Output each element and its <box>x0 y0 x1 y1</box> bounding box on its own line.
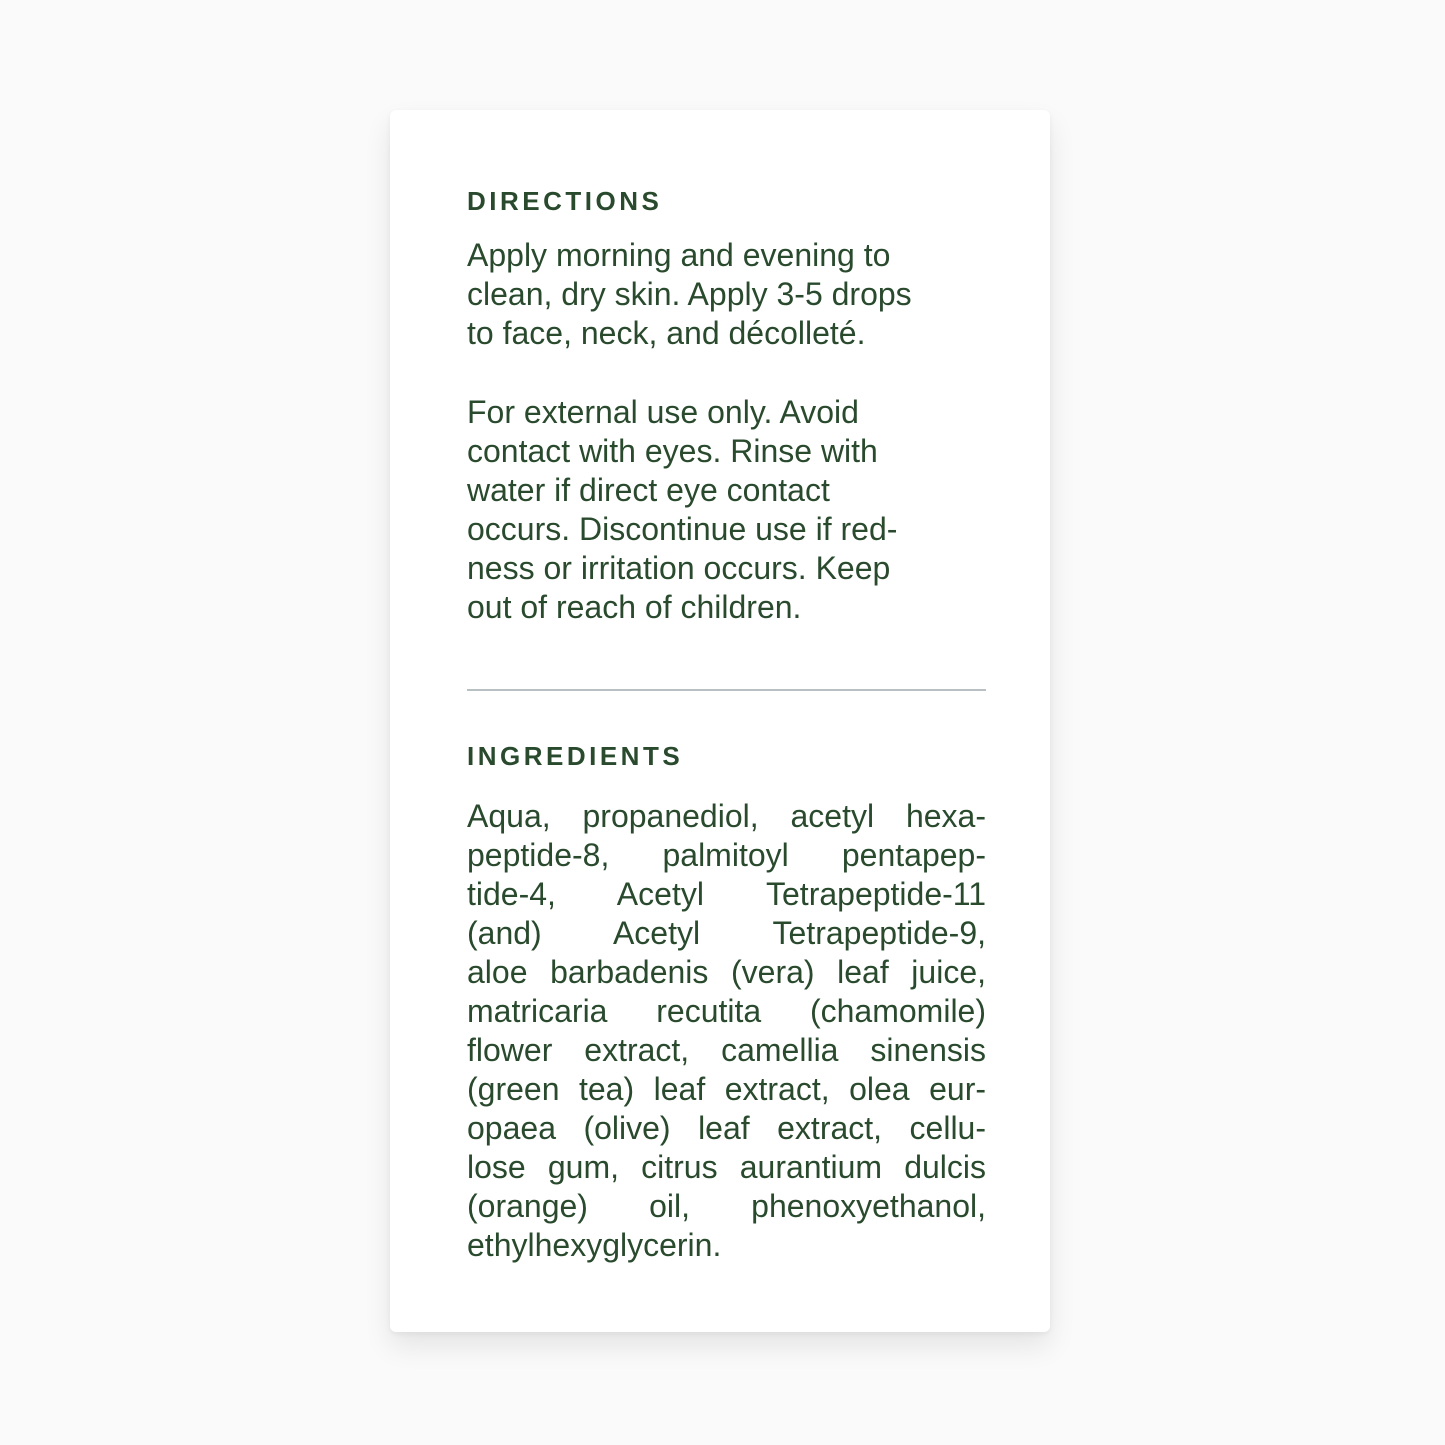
directions-paragraph-2 <box>467 393 986 627</box>
text-line: peptide-8, palmitoyl pentapep- <box>467 837 986 873</box>
text-line: Aqua, propanediol, acetyl hexa- <box>467 798 986 834</box>
ingredients-paragraph <box>467 797 986 1265</box>
text-line: aloe barbadenis (vera) leaf juice, <box>467 954 986 990</box>
directions-paragraph-1 <box>467 236 986 353</box>
text-line: (and) Acetyl Tetrapeptide-9, <box>467 915 986 951</box>
text-line: ness or irritation occurs. Keep <box>467 550 891 586</box>
text-line: flower extract, camellia sinensis <box>467 1032 986 1068</box>
text-line: clean, dry skin. Apply 3-5 drops <box>467 276 912 312</box>
text-line: water if direct eye contact <box>467 472 830 508</box>
text-line: out of reach of children. <box>467 589 802 625</box>
label-card <box>390 110 1050 1332</box>
text-line: (green tea) leaf extract, olea eur- <box>467 1071 986 1107</box>
text-line: tide-4, Acetyl Tetrapeptide-11 <box>467 876 986 912</box>
text-line: contact with eyes. Rinse with <box>467 433 878 469</box>
text-line: lose gum, citrus aurantium dulcis <box>467 1149 986 1185</box>
text-line: (orange) oil, phenoxyethanol, <box>467 1188 986 1224</box>
text-line: Apply morning and evening to <box>467 237 891 273</box>
text-line: For external use only. Avoid <box>467 394 859 430</box>
section-divider <box>467 689 986 691</box>
text-line: occurs. Discontinue use if red- <box>467 511 898 547</box>
text-line: opaea (olive) leaf extract, cellu- <box>467 1110 986 1146</box>
text-line: matricaria recutita (chamomile) <box>467 993 986 1029</box>
ingredients-heading: INGREDIENTS <box>467 741 684 771</box>
directions-heading: DIRECTIONS <box>467 186 663 216</box>
text-line: ethylhexyglycerin. <box>467 1227 722 1263</box>
text-line: to face, neck, and décolleté. <box>467 315 866 351</box>
